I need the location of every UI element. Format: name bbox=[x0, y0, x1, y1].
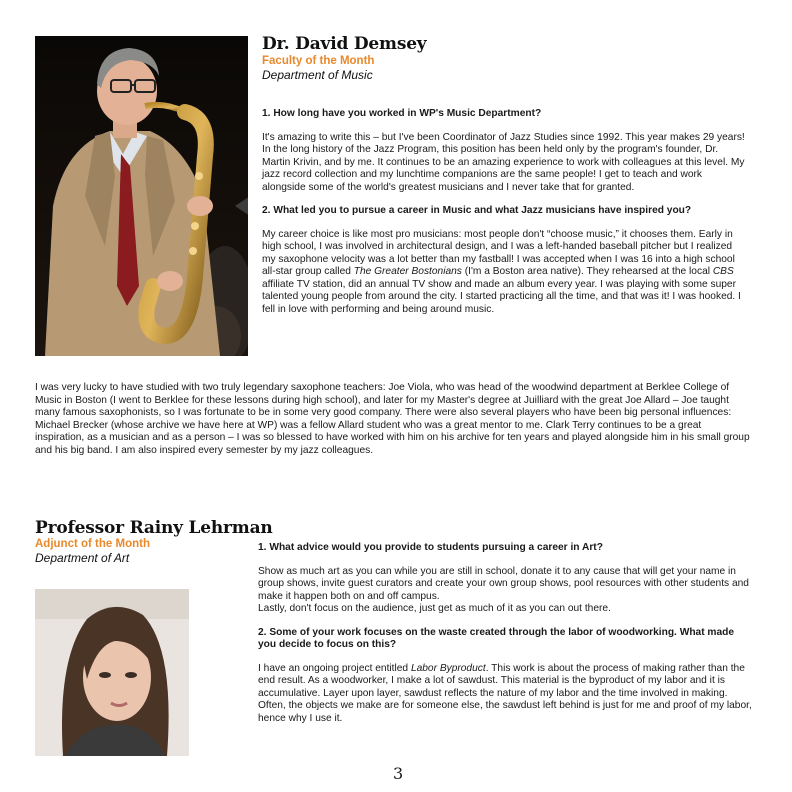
question-2: 2. Some of your work focuses on the waste created through the labor of woodworking. What made you decide to focus on this? bbox=[258, 626, 735, 650]
answer-2-italic-group: The Greater Bostonians bbox=[353, 266, 462, 277]
answer-1-text: Show as much art as you can while you are still in school, donate it to any cause that will get your name in group shows, invite guest curators and create your own group shows, pool resources with other students and make it happen both on and off campus. bbox=[258, 565, 749, 602]
page-number: 3 bbox=[393, 764, 404, 783]
answer-2-text: affiliate TV station, did an annual TV show and made an album every year. I was playing with some super talented young people from around the city. I started practicing all the time, and that was it! I was hooked. I fell in love with performing and being around music. bbox=[262, 278, 741, 315]
answer-1 bbox=[258, 566, 752, 616]
answer-1: It's amazing to write this – but I've been Coordinator of Jazz Studies since 1992. This year makes 29 years! In the long history of the Jazz Program, this position has been held only by the program's founder, Dr. Martin Krivin, and by me. It continues to be an amazing experience to work with colleagues at this level. My jazz record collection and my lunchtime companions are the same people! I get to teach and work alongside some of the world's greatest musicians and I never take that for granted. bbox=[262, 131, 745, 193]
answer-2-text: (I'm a Boston area native). They rehearsed at the local bbox=[461, 266, 713, 277]
answer-2-text: . This work is about the process of making rather than the end result. As a woodworker, I make a lot of sawdust. This material is the byproduct of my labor and it is accumulative. Layer upon layer, sawdust reflects the nature of my labor and the time involved in making. Often, the objects we make are for someone else, the sawdust left behind is just for me and proof of my labor, hence why I use it. bbox=[258, 662, 752, 724]
answer-1-text-line2: Lastly, don't focus on the audience, just get as much of it as you can out there. bbox=[258, 603, 611, 614]
answer-2 bbox=[262, 229, 748, 317]
answer-2 bbox=[258, 663, 752, 726]
answer-2-continued: I was very lucky to have studied with two truly legendary saxophone teachers: Joe Viola, who was head of the woodwind department at Berklee College of Music in Boston (I went to Berklee for these lessons during high school), and later for my Master's degree at Juilliard with the great Joe Allard – Joe taught many famous saxophonists, so I was fortunate to be in some very good company. There were also several players who have been big personal influences: Michael Brecker (whose archive we have here at WP) was a fellow Allard student who was a great mentor to me. Clark Terry continues to be a great inspiration, as a musician and as a person – I was so blessed to have worked with him on his archive for ten years and played alongside him in his small group and his big band. I am also inspired every semester by my jazz colleagues. bbox=[35, 382, 750, 456]
david-demsey-photo bbox=[35, 36, 248, 356]
answer-2-text: My career choice is like most pro musicians: most people don't “choose music,” it chooses them. Early in high school, I was involved in architectural design, and I was a left-handed baseball pitcher but I realized my saxophone velocity was a lot better than my fastball! I was accepted when I was 16 into a high school all-star group called bbox=[262, 228, 735, 277]
department-label-music: Department of Music bbox=[262, 68, 373, 82]
saxophone-player-image bbox=[35, 36, 248, 356]
role-label-adjunct: Adjunct of the Month bbox=[35, 538, 150, 550]
question-2: 2. What led you to pursue a career in Music and what Jazz musicians have inspired you? bbox=[262, 205, 692, 216]
question-1: 1. What advice would you provide to students pursuing a career in Art? bbox=[258, 542, 603, 553]
profile-name-lehrman: Professor Rainy Lehrman bbox=[35, 518, 273, 538]
portrait-image bbox=[35, 589, 189, 756]
department-label-art: Department of Art bbox=[35, 551, 130, 565]
lehrman-interview bbox=[258, 542, 752, 736]
answer-2-italic-station: CBS bbox=[712, 266, 734, 277]
answer-2-italic-title: Labor Byproduct bbox=[410, 662, 486, 674]
rainy-lehrman-photo bbox=[35, 589, 189, 756]
question-1: 1. How long have you worked in WP's Music Department? bbox=[262, 108, 542, 119]
answer-2-text: I have an ongoing project entitled bbox=[258, 662, 411, 674]
role-label-faculty: Faculty of the Month bbox=[262, 55, 375, 67]
demsey-interview bbox=[262, 108, 748, 327]
profile-name-demsey: Dr. David Demsey bbox=[262, 34, 427, 54]
